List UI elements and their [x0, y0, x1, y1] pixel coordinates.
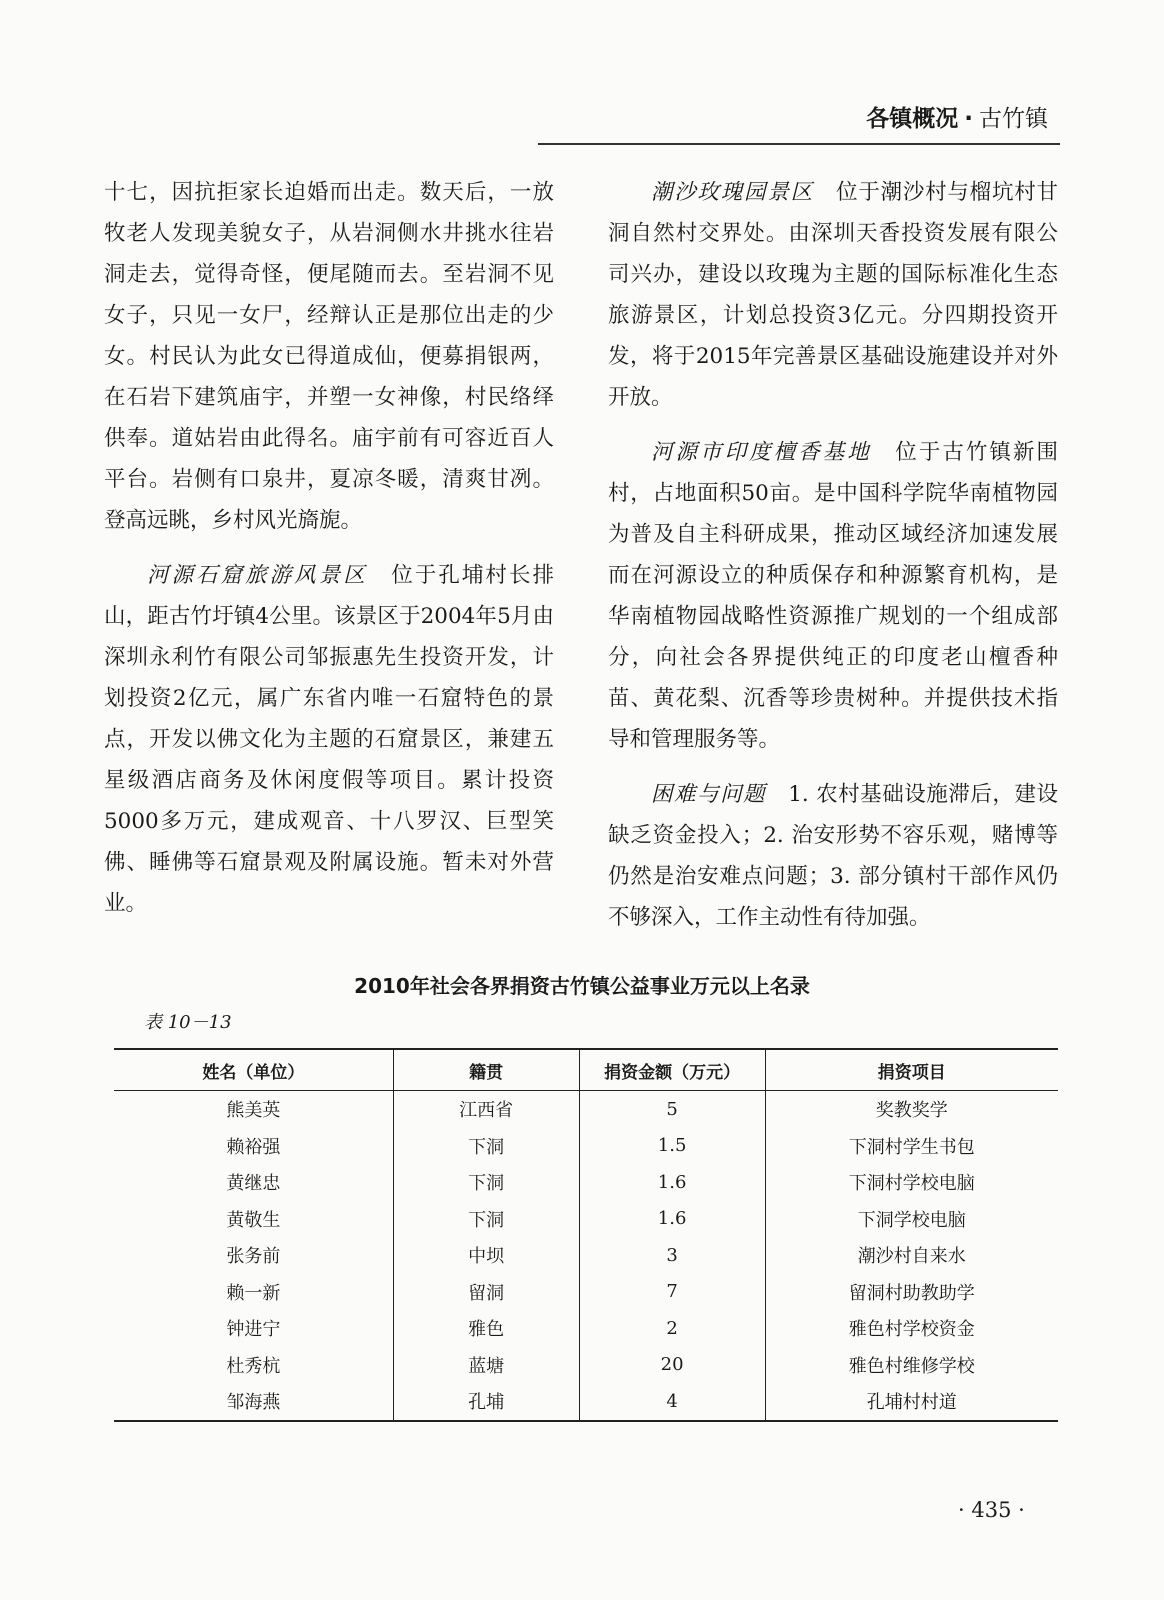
cell-origin: 雅色	[393, 1310, 579, 1347]
cell-project: 雅色村维修学校	[765, 1347, 1058, 1384]
cell-origin: 中坝	[393, 1237, 579, 1274]
header-project: 捐资项目	[765, 1049, 1058, 1091]
cell-amount: 2	[579, 1310, 765, 1347]
cell-name: 赖裕强	[226, 1136, 281, 1158]
paragraph-problems	[608, 774, 1058, 938]
cell-origin: 留洞	[393, 1274, 579, 1311]
cell-project: 下洞村学校电脑	[765, 1164, 1058, 1201]
table-row	[114, 1237, 1058, 1274]
table-row	[114, 1347, 1058, 1384]
table-row	[114, 1128, 1058, 1165]
cell-name: 张务前	[226, 1246, 281, 1268]
cell-amount: 3	[579, 1237, 765, 1274]
paragraph-rose-garden	[608, 172, 1058, 418]
header-origin: 籍贯	[393, 1049, 579, 1091]
cell-amount: 4	[579, 1383, 765, 1421]
sandalwood-heading: 河源市印度檀香基地	[651, 440, 872, 465]
cell-name: 熊美英	[226, 1100, 281, 1122]
header-rule	[538, 143, 1060, 145]
paragraph-shiku	[104, 555, 554, 924]
cell-origin: 下洞	[393, 1128, 579, 1165]
table-header-row	[114, 1049, 1058, 1091]
header-name: 姓名（单位）	[114, 1049, 393, 1091]
problems-heading: 困难与问题	[651, 782, 767, 807]
left-column	[104, 172, 554, 938]
table-row	[114, 1310, 1058, 1347]
cell-origin: 蓝塘	[393, 1347, 579, 1384]
cell-name: 黄敬生	[226, 1209, 281, 1231]
cell-project: 潮沙村自来水	[765, 1237, 1058, 1274]
right-column	[608, 172, 1058, 952]
cell-name: 邹海燕	[114, 1383, 393, 1421]
cell-amount: 1.5	[579, 1128, 765, 1165]
header-section: 各镇概况	[866, 106, 959, 132]
rose-garden-body: 位于潮沙村与榴坑村甘洞自然村交界处。由深圳天香投资发展有限公司兴办，建设以玫瑰为主题的国际标准化生态旅游景区，计划总投资3亿元。分四期投资开发，将于2015年完善景区基础设施建设并对外开放。	[608, 180, 1058, 410]
table-title: 2010年社会各界捐资古竹镇公益事业万元以上名录	[354, 974, 810, 998]
paragraph-daoguyan: 十七，因抗拒家长迫婚而出走。数天后，一放牧老人发现美貌女子，从岩洞侧水井挑水往岩洞走去，觉得奇怪，便尾随而去。至岩洞不见女子，只见一女尸，经辩认正是那位出走的少女。村民认为此女已得道成仙，便募捐银两，在石岩下建筑庙宇，并塑一女神像，村民络绎供奉。道姑岩由此得名。庙宇前有可容近百人平台。岩侧有口泉井，夏凉冬暖，清爽甘冽。登高远眺，乡村风光旖旎。	[104, 180, 554, 533]
sandalwood-body: 位于古竹镇新围村，占地面积50亩。是中国科学院华南植物园为普及自主科研成果，推动区域经济加速发展而在河源设立的种质保存和种源繁育机构，是华南植物园战略性资源推广规划的一个组成部分，向社会各界提供纯正的印度老山檀香种苗、黄花梨、沉香等珍贵树种。并提供技术指导和管理服务等。	[608, 440, 1058, 752]
table-row	[114, 1383, 1058, 1421]
table-row	[114, 1091, 1058, 1128]
cell-amount: 7	[579, 1274, 765, 1311]
cell-origin: 孔埔	[393, 1383, 579, 1421]
cell-origin: 江西省	[393, 1091, 579, 1128]
table-row	[114, 1201, 1058, 1238]
header-town: 古竹镇	[979, 106, 1048, 132]
cell-project: 雅色村学校资金	[765, 1310, 1058, 1347]
cell-amount: 1.6	[579, 1201, 765, 1238]
cell-project: 下洞村学生书包	[765, 1128, 1058, 1165]
donor-table	[114, 1048, 1058, 1422]
shiku-body: 位于孔埔村长排山，距古竹圩镇4公里。该景区于2004年5月由深圳永利竹有限公司邹振惠先生投资开发，计划投资2亿元，属广东省内唯一石窟特色的景点，开发以佛文化为主题的石窟景区，兼建五星级酒店商务及休闲度假等项目。累计投资5000多万元，建成观音、十八罗汉、巨型笑佛、睡佛等石窟景观及附属设施。暂未对外营业。	[104, 563, 554, 916]
cell-project: 奖教奖学	[765, 1091, 1058, 1128]
rose-garden-heading: 潮沙玫瑰园景区	[651, 180, 814, 205]
shiku-heading: 河源石窟旅游风景区	[147, 563, 368, 588]
table-row	[114, 1164, 1058, 1201]
cell-project: 孔埔村村道	[765, 1383, 1058, 1421]
cell-name: 钟进宁	[226, 1319, 281, 1341]
cell-name: 赖一新	[226, 1282, 281, 1304]
cell-project: 下洞学校电脑	[765, 1201, 1058, 1238]
cell-amount: 20	[579, 1347, 765, 1384]
cell-origin: 下洞	[393, 1201, 579, 1238]
cell-name: 黄继忠	[226, 1173, 281, 1195]
page-number: · 435 ·	[958, 1498, 1025, 1522]
header-separator: ·	[964, 106, 973, 132]
table-row	[114, 1274, 1058, 1311]
header-amount: 捐资金额（万元）	[579, 1049, 765, 1091]
cell-amount: 1.6	[579, 1164, 765, 1201]
cell-name: 杜秀杭	[226, 1355, 281, 1377]
paragraph-sandalwood	[608, 432, 1058, 760]
cell-project: 留洞村助教助学	[765, 1274, 1058, 1311]
cell-amount: 5	[579, 1091, 765, 1128]
problems-body: 1. 农村基础设施滞后，建设缺乏资金投入；2. 治安形势不容乐观，赌博等仍然是治安难点问题；3. 部分镇村干部作风仍不够深入，工作主动性有待加强。	[608, 782, 1058, 930]
cell-origin: 下洞	[393, 1164, 579, 1201]
table-number: 表 10－13	[144, 1012, 232, 1033]
running-header	[538, 100, 1048, 133]
